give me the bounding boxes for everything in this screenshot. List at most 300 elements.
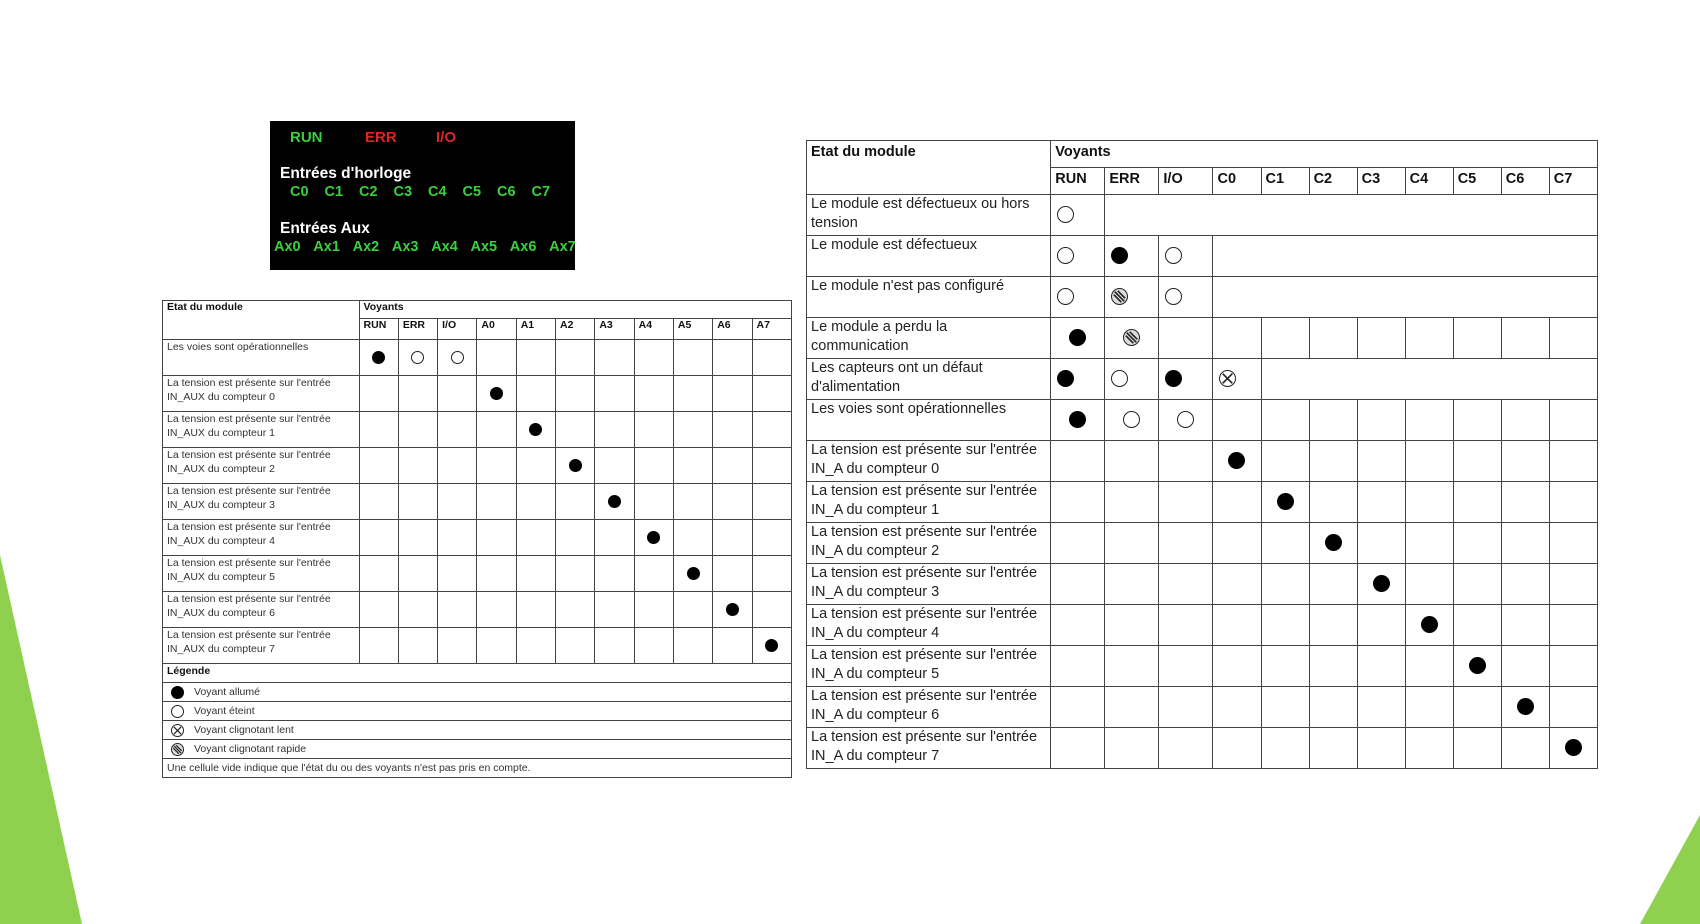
led-cell	[1357, 646, 1405, 687]
led-cell	[1213, 441, 1261, 482]
led-cell	[516, 520, 555, 556]
led-cell	[1051, 523, 1105, 564]
led-on-icon	[1277, 493, 1294, 510]
led-cell	[438, 556, 477, 592]
led-cell	[1501, 441, 1549, 482]
led-cell	[673, 520, 712, 556]
led-cell	[1501, 564, 1549, 605]
led-cell	[516, 448, 555, 484]
led-cell	[1357, 687, 1405, 728]
led-cell	[1309, 646, 1357, 687]
led-cell	[595, 556, 634, 592]
led-cell	[516, 340, 555, 376]
led-cell	[477, 556, 516, 592]
table-row	[807, 359, 1598, 400]
led-cell	[1357, 482, 1405, 523]
row-label: La tension est présente sur l'entrée IN_AUX du compteur 2	[163, 448, 360, 484]
led-cell	[1309, 687, 1357, 728]
legend-row	[163, 721, 792, 740]
led-cell	[1213, 687, 1261, 728]
led-cell	[477, 628, 516, 664]
aux-input-label: Ax3	[391, 239, 419, 255]
led-cell	[713, 628, 752, 664]
led-cell	[1261, 687, 1309, 728]
led-cell	[673, 628, 712, 664]
merged-empty-cell	[1261, 359, 1597, 400]
led-cell	[1051, 564, 1105, 605]
panel-aux-inputs	[270, 239, 575, 259]
led-cell	[1453, 523, 1501, 564]
led-cell	[516, 376, 555, 412]
led-cell	[1405, 318, 1453, 359]
led-cell	[1357, 564, 1405, 605]
row-label: Les voies sont opérationnelles	[807, 400, 1051, 441]
led-blink-fast-icon	[1111, 288, 1128, 305]
led-cell	[1405, 482, 1453, 523]
led-cell	[438, 592, 477, 628]
merged-empty-cell	[1213, 277, 1598, 318]
table-row	[163, 340, 792, 376]
led-cell	[398, 412, 437, 448]
panel-err-label: ERR	[365, 129, 397, 146]
right-col-header: I/O	[1159, 168, 1213, 195]
led-blink-fast-icon	[171, 743, 184, 756]
led-on-icon	[1469, 657, 1486, 674]
panel-io-label: I/O	[436, 129, 457, 146]
table-row	[807, 236, 1598, 277]
left-col-header: A1	[516, 319, 555, 340]
row-label: La tension est présente sur l'entrée IN_A du compteur 2	[807, 523, 1051, 564]
led-on-icon	[1069, 411, 1086, 428]
table-row	[163, 376, 792, 412]
led-cell	[359, 520, 398, 556]
led-on-icon	[726, 603, 739, 616]
led-cell	[1159, 400, 1213, 441]
table-row	[807, 646, 1598, 687]
led-cell	[752, 556, 792, 592]
led-cell	[516, 412, 555, 448]
led-cell	[1051, 277, 1105, 318]
led-cell	[556, 484, 595, 520]
led-cell	[359, 556, 398, 592]
led-cell	[713, 340, 752, 376]
legend-label: Voyant clignotant rapide	[194, 743, 307, 755]
led-cell	[713, 448, 752, 484]
led-cell	[595, 484, 634, 520]
led-cell	[1105, 605, 1159, 646]
led-cell	[1261, 441, 1309, 482]
led-on-icon	[490, 387, 503, 400]
led-cell	[556, 628, 595, 664]
table-row	[807, 564, 1598, 605]
left-col-header: A5	[673, 319, 712, 340]
row-label: La tension est présente sur l'entrée IN_AUX du compteur 3	[163, 484, 360, 520]
right-col-state: Etat du module	[807, 141, 1051, 195]
led-off-icon	[411, 351, 424, 364]
led-cell	[1159, 359, 1213, 400]
led-cell	[1051, 318, 1105, 359]
led-cell	[1549, 646, 1597, 687]
clock-input-label: C3	[393, 184, 413, 200]
right-col-header: C5	[1453, 168, 1501, 195]
led-cell	[634, 520, 673, 556]
led-cell	[398, 520, 437, 556]
led-cell	[1261, 605, 1309, 646]
led-cell	[1213, 400, 1261, 441]
led-cell	[1159, 482, 1213, 523]
row-label: La tension est présente sur l'entrée IN_AUX du compteur 4	[163, 520, 360, 556]
led-cell	[1159, 687, 1213, 728]
panel-clock-title: Entrées d'horloge	[280, 165, 412, 182]
clock-input-label: C4	[428, 184, 447, 200]
led-cell	[1309, 318, 1357, 359]
led-cell	[634, 484, 673, 520]
led-cell	[673, 556, 712, 592]
clock-input-label: C0	[290, 184, 309, 200]
led-cell	[1261, 564, 1309, 605]
led-cell	[1453, 564, 1501, 605]
led-cell	[1159, 441, 1213, 482]
row-label: La tension est présente sur l'entrée IN_AUX du compteur 6	[163, 592, 360, 628]
led-cell	[1405, 400, 1453, 441]
led-cell	[1213, 605, 1261, 646]
led-cell	[1105, 441, 1159, 482]
left-col-header: ERR	[398, 319, 437, 340]
led-cell	[359, 448, 398, 484]
led-cell	[1105, 359, 1159, 400]
row-label: La tension est présente sur l'entrée IN_A du compteur 0	[807, 441, 1051, 482]
led-cell	[1405, 605, 1453, 646]
aux-input-label: Ax5	[470, 239, 498, 255]
led-on-icon	[1517, 698, 1534, 715]
clock-input-label: C1	[324, 184, 344, 200]
led-cell	[1357, 318, 1405, 359]
legend-label: Voyant allumé	[194, 686, 260, 698]
legend-row	[163, 683, 792, 702]
row-label: La tension est présente sur l'entrée IN_AUX du compteur 0	[163, 376, 360, 412]
led-cell	[634, 448, 673, 484]
led-cell	[634, 340, 673, 376]
row-label: La tension est présente sur l'entrée IN_A du compteur 3	[807, 564, 1051, 605]
led-blink-slow-icon	[1219, 370, 1236, 387]
led-cell	[1105, 482, 1159, 523]
led-cell	[1549, 441, 1597, 482]
led-cell	[477, 412, 516, 448]
led-cell	[398, 628, 437, 664]
led-cell	[752, 376, 792, 412]
led-off-icon	[1165, 288, 1182, 305]
led-cell	[752, 412, 792, 448]
led-cell	[1261, 523, 1309, 564]
led-cell	[1501, 318, 1549, 359]
led-cell	[595, 592, 634, 628]
row-label: La tension est présente sur l'entrée IN_A du compteur 1	[807, 482, 1051, 523]
led-cell	[673, 484, 712, 520]
led-cell	[752, 628, 792, 664]
led-off-icon	[1165, 247, 1182, 264]
left-col-header: RUN	[359, 319, 398, 340]
led-cell	[1105, 318, 1159, 359]
right-status-table	[806, 140, 1598, 769]
led-cell	[1159, 318, 1213, 359]
led-cell	[1105, 646, 1159, 687]
led-cell	[556, 520, 595, 556]
row-label: Le module est défectueux ou hors tension	[807, 195, 1051, 236]
led-off-icon	[1057, 288, 1074, 305]
led-on-icon	[1057, 370, 1074, 387]
legend-label: Voyant clignotant lent	[194, 724, 294, 736]
led-cell	[398, 484, 437, 520]
row-label: La tension est présente sur l'entrée IN_A du compteur 5	[807, 646, 1051, 687]
clock-input-label: C6	[497, 184, 516, 200]
table-row	[163, 520, 792, 556]
led-on-icon	[1069, 329, 1086, 346]
led-cell	[1405, 564, 1453, 605]
led-cell	[1159, 564, 1213, 605]
left-col-leds: Voyants	[359, 301, 791, 319]
led-off-icon	[171, 705, 184, 718]
left-col-header: A3	[595, 319, 634, 340]
led-cell	[438, 376, 477, 412]
row-label: La tension est présente sur l'entrée IN_A du compteur 4	[807, 605, 1051, 646]
row-label: Le module est défectueux	[807, 236, 1051, 277]
led-cell	[1405, 441, 1453, 482]
led-cell	[438, 448, 477, 484]
led-cell	[1405, 687, 1453, 728]
led-cell	[398, 448, 437, 484]
led-cell	[1549, 400, 1597, 441]
legend-title: Légende	[163, 664, 792, 683]
led-cell	[398, 376, 437, 412]
led-cell	[1051, 236, 1105, 277]
table-row	[807, 523, 1598, 564]
led-cell	[359, 628, 398, 664]
led-cell	[359, 376, 398, 412]
led-cell	[713, 520, 752, 556]
led-cell	[1549, 728, 1597, 769]
led-cell	[1309, 482, 1357, 523]
led-cell	[556, 556, 595, 592]
led-on-icon	[569, 459, 582, 472]
led-cell	[1159, 728, 1213, 769]
led-cell	[595, 412, 634, 448]
legend-row	[163, 702, 792, 721]
led-cell	[634, 628, 673, 664]
right-col-header: C2	[1309, 168, 1357, 195]
led-cell	[398, 592, 437, 628]
left-col-header: A6	[713, 319, 752, 340]
led-cell	[1453, 482, 1501, 523]
led-cell	[477, 484, 516, 520]
led-cell	[1501, 482, 1549, 523]
led-cell	[1357, 441, 1405, 482]
led-cell	[1501, 523, 1549, 564]
row-label: Le module n'est pas configuré	[807, 277, 1051, 318]
led-cell	[1309, 728, 1357, 769]
clock-input-label: C5	[462, 184, 482, 200]
left-col-header: A7	[752, 319, 792, 340]
led-cell	[516, 628, 555, 664]
led-cell	[1357, 605, 1405, 646]
led-cell	[1105, 523, 1159, 564]
led-cell	[1309, 441, 1357, 482]
led-cell	[595, 448, 634, 484]
led-off-icon	[1111, 370, 1128, 387]
led-cell	[595, 628, 634, 664]
led-cell	[1549, 687, 1597, 728]
led-cell	[1261, 482, 1309, 523]
table-row	[807, 400, 1598, 441]
clock-input-label: C2	[359, 184, 378, 200]
right-col-header: C1	[1261, 168, 1309, 195]
led-off-icon	[1057, 206, 1074, 223]
led-cell	[1159, 277, 1213, 318]
led-cell	[1453, 687, 1501, 728]
table-row	[163, 484, 792, 520]
led-cell	[1159, 523, 1213, 564]
left-col-header: A2	[556, 319, 595, 340]
led-cell	[516, 556, 555, 592]
right-col-header: C3	[1357, 168, 1405, 195]
led-cell	[1105, 728, 1159, 769]
led-cell	[1405, 523, 1453, 564]
led-cell	[1213, 523, 1261, 564]
led-cell	[1159, 605, 1213, 646]
led-cell	[477, 520, 516, 556]
led-cell	[713, 376, 752, 412]
row-label: La tension est présente sur l'entrée IN_A du compteur 7	[807, 728, 1051, 769]
led-cell	[1357, 400, 1405, 441]
led-cell	[595, 376, 634, 412]
right-col-header: ERR	[1105, 168, 1159, 195]
led-cell	[1453, 646, 1501, 687]
led-cell	[359, 592, 398, 628]
right-col-header: C7	[1549, 168, 1597, 195]
led-cell	[673, 412, 712, 448]
led-cell	[595, 520, 634, 556]
row-label: La tension est présente sur l'entrée IN_AUX du compteur 7	[163, 628, 360, 664]
led-cell	[477, 448, 516, 484]
led-off-icon	[1057, 247, 1074, 264]
led-cell	[477, 376, 516, 412]
aux-input-label: Ax2	[352, 239, 380, 255]
led-cell	[556, 448, 595, 484]
led-cell	[1549, 482, 1597, 523]
panel-aux-title: Entrées Aux	[280, 220, 370, 237]
led-cell	[556, 412, 595, 448]
led-on-icon	[647, 531, 660, 544]
table-row	[807, 318, 1598, 359]
merged-empty-cell	[1213, 236, 1598, 277]
row-label: Les voies sont opérationnelles	[163, 340, 360, 376]
led-cell	[1549, 523, 1597, 564]
led-cell	[516, 592, 555, 628]
led-cell	[1051, 441, 1105, 482]
table-row	[163, 412, 792, 448]
aux-input-label: Ax0	[274, 239, 301, 255]
left-col-header: I/O	[438, 319, 477, 340]
led-cell	[1405, 646, 1453, 687]
led-on-icon	[372, 351, 385, 364]
led-on-icon	[1325, 534, 1342, 551]
left-col-header: A0	[477, 319, 516, 340]
led-cell	[1159, 646, 1213, 687]
led-cell	[1357, 523, 1405, 564]
led-cell	[1051, 195, 1105, 236]
led-cell	[1453, 728, 1501, 769]
led-cell	[1051, 400, 1105, 441]
led-cell	[398, 340, 437, 376]
led-cell	[673, 340, 712, 376]
led-cell	[1357, 728, 1405, 769]
led-cell	[359, 484, 398, 520]
led-cell	[438, 520, 477, 556]
led-cell	[1309, 605, 1357, 646]
led-cell	[634, 376, 673, 412]
led-cell	[1213, 482, 1261, 523]
led-on-icon	[171, 686, 184, 699]
aux-input-label: Ax6	[509, 239, 537, 255]
led-on-icon	[687, 567, 700, 580]
led-cell	[359, 412, 398, 448]
led-cell	[1501, 400, 1549, 441]
led-cell	[1549, 318, 1597, 359]
led-cell	[1105, 687, 1159, 728]
left-col-header: A4	[634, 319, 673, 340]
led-off-icon	[1123, 411, 1140, 428]
led-on-icon	[765, 639, 778, 652]
clock-input-label: C7	[531, 184, 551, 200]
led-cell	[1309, 400, 1357, 441]
led-cell	[1261, 318, 1309, 359]
led-cell	[1261, 728, 1309, 769]
led-cell	[398, 556, 437, 592]
led-cell	[1051, 482, 1105, 523]
led-off-icon	[451, 351, 464, 364]
led-cell	[1309, 523, 1357, 564]
row-label: Le module a perdu la communication	[807, 318, 1051, 359]
left-col-state: Etat du module	[163, 301, 360, 340]
led-cell	[556, 592, 595, 628]
led-cell	[1051, 359, 1105, 400]
led-on-icon	[1565, 739, 1582, 756]
led-cell	[713, 484, 752, 520]
merged-empty-cell	[1105, 195, 1598, 236]
led-cell	[634, 412, 673, 448]
led-cell	[1549, 605, 1597, 646]
led-on-icon	[529, 423, 542, 436]
led-blink-slow-icon	[171, 724, 184, 737]
led-cell	[1501, 605, 1549, 646]
led-cell	[477, 340, 516, 376]
row-label: La tension est présente sur l'entrée IN_A du compteur 6	[807, 687, 1051, 728]
table-row	[163, 448, 792, 484]
led-cell	[1549, 564, 1597, 605]
table-row	[163, 556, 792, 592]
table-row	[163, 592, 792, 628]
right-col-header: C0	[1213, 168, 1261, 195]
led-cell	[438, 628, 477, 664]
led-cell	[1159, 236, 1213, 277]
led-cell	[556, 340, 595, 376]
led-cell	[1105, 400, 1159, 441]
table-row	[807, 728, 1598, 769]
right-col-header: C4	[1405, 168, 1453, 195]
led-cell	[1453, 605, 1501, 646]
row-label: La tension est présente sur l'entrée IN_AUX du compteur 1	[163, 412, 360, 448]
legend-note: Une cellule vide indique que l'état du ou des voyants n'est pas pris en compte.	[163, 759, 792, 778]
led-cell	[1051, 728, 1105, 769]
